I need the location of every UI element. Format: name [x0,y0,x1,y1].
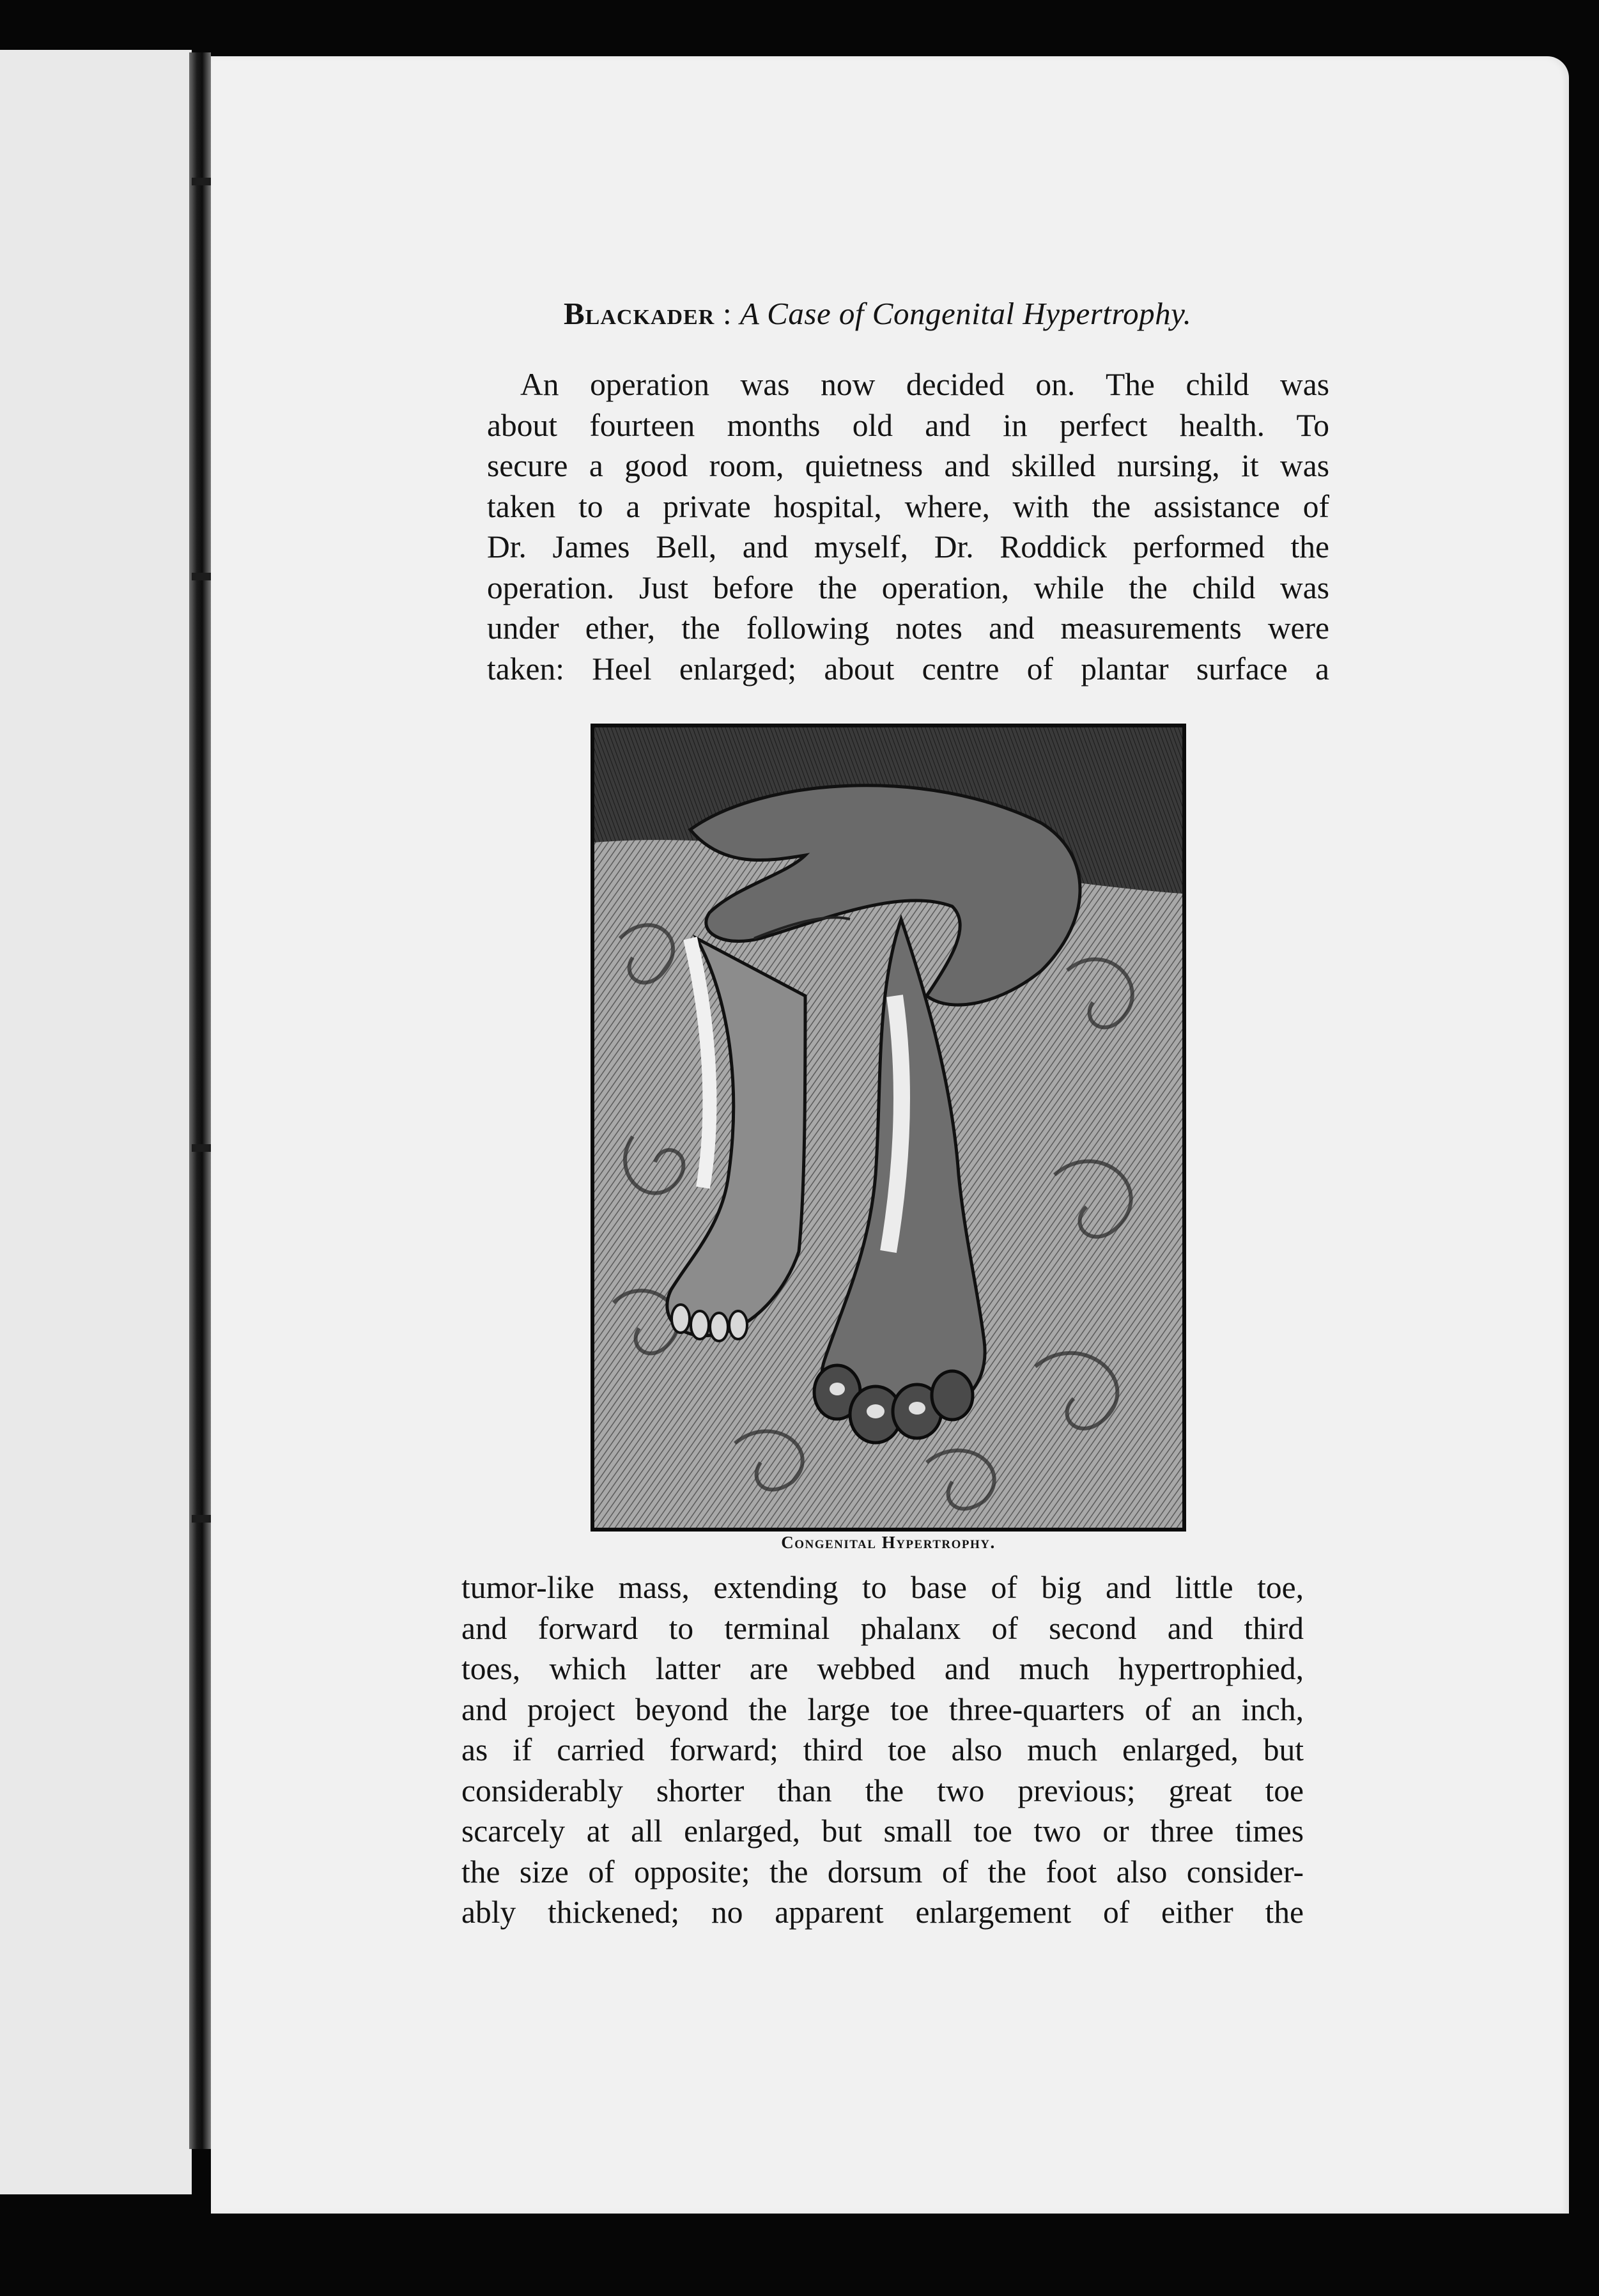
text-line: the size of opposite; the dorsum of the foot also consider- [461,1854,1304,1889]
text-line: operation. Just before the operation, while the child was [487,570,1329,605]
text-line: under ether, the following notes and measurements were [487,610,1329,646]
paragraph-top [487,364,1329,689]
text-line: as if carried forward; third toe also much enlarged, but [461,1732,1304,1767]
paragraph-bottom [461,1567,1304,1933]
header-author: Blackader [564,296,715,331]
illustration-drawing [594,727,1182,1528]
text-line: toes, which latter are webbed and much hypertrophied, [461,1651,1304,1686]
text-line: secure a good room, quietness and skilled nursing, it was [487,448,1329,483]
running-header [564,295,1267,332]
text-line: tumor-like mass, extending to base of big and little toe, [461,1570,1304,1605]
text-line: and forward to terminal phalanx of second and third [461,1610,1304,1646]
facing-page-edge [0,50,192,2194]
figure-caption: Congenital Hypertrophy. [781,1533,996,1552]
text-line: ably thickened; no apparent enlargement of either the [461,1895,1304,1930]
header-title: A Case of Congenital Hypertrophy. [739,296,1192,331]
text-line: An operation was now decided on. The child was [520,367,1329,402]
text-line: Dr. James Bell, and myself, Dr. Roddick performed the [487,529,1329,564]
text-line: taken: Heel enlarged; about centre of plantar surface a [487,651,1329,686]
text-line: and project beyond the large toe three-quarters of an inch, [461,1691,1304,1727]
text-line: considerably shorter than the two previous; great toe [461,1772,1304,1808]
text-line: about fourteen months old and in perfect health. To [487,407,1329,443]
header-separator: : [715,296,740,331]
engraving-illustration [591,724,1186,1532]
book-spine [189,52,211,2149]
text-line: taken to a private hospital, where, with the assistance of [487,488,1329,524]
text-line: scarcely at all enlarged, but small toe two or three times [461,1813,1304,1849]
